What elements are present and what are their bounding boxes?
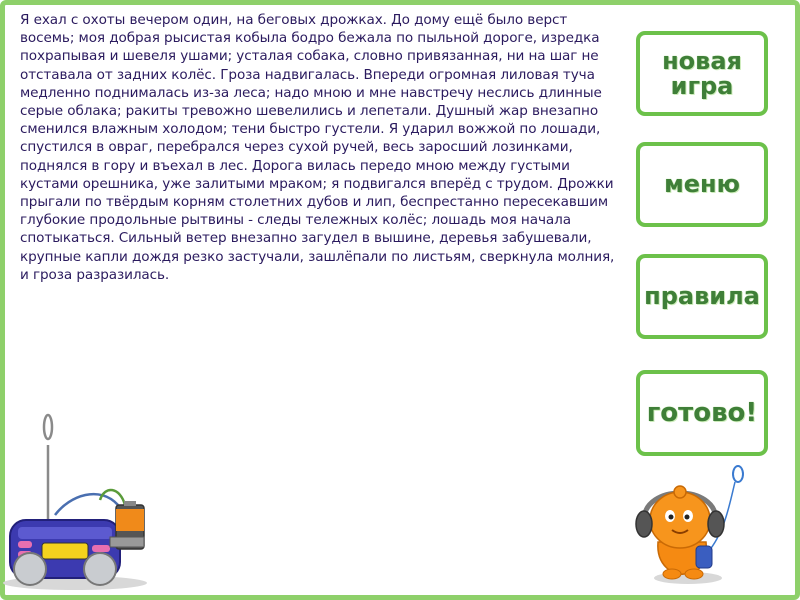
menu-button[interactable]: [636, 142, 768, 227]
story-text: Я ехал с охоты вечером один, на беговых дрожках. До дому ещё было верст восемь; моя добрая рысистая кобыла бодро бежала по пыльной дороге, изредка похрапывая и шевеля ушами; усталая собака, словно привязанная, ни на шаг не отставала от задних колёс. Гроза надвигалась. Впереди огромная лиловая туча медленно поднималась из-за леса; надо мною и мне навстречу неслись длинные серые облака; ракиты тревожно шевелились и лепетали. Душный жар внезапно сменился влажным холодом; тени быстро густели. Я ударил вожжой по лошади, спустился в овраг, перебрался через сухой ручей, весь заросший лозинками, поднялся в гору и въехал в лес. Дорога вилась передо мною между густыми кустами орешника, уже залитыми мраком; я подвигался вперёд с трудом. Дрожки прыгали по твёрдым корням столетних дубов и лип, беспрестанно пересекавшим глубокие продольные рытвины - следы тележных колёс; лошадь моя начала спотыкаться. Сильный ветер внезапно загудел в вышине, деревья забушевали, крупные капли дождя резко застучали, зашлёпали по листьям, сверкнула молния, и гроза разразилась.: [20, 12, 615, 283]
new-game-label: новая игра: [662, 46, 742, 100]
rules-button[interactable]: [636, 254, 768, 339]
done-button[interactable]: [636, 370, 768, 456]
done-label: готово!: [646, 397, 758, 428]
mascot-illustration: [630, 462, 750, 591]
menu-label: меню: [664, 170, 740, 198]
radio-battery-illustration: [0, 405, 160, 599]
rules-label: правила: [644, 282, 760, 310]
new-game-button[interactable]: [636, 31, 768, 116]
